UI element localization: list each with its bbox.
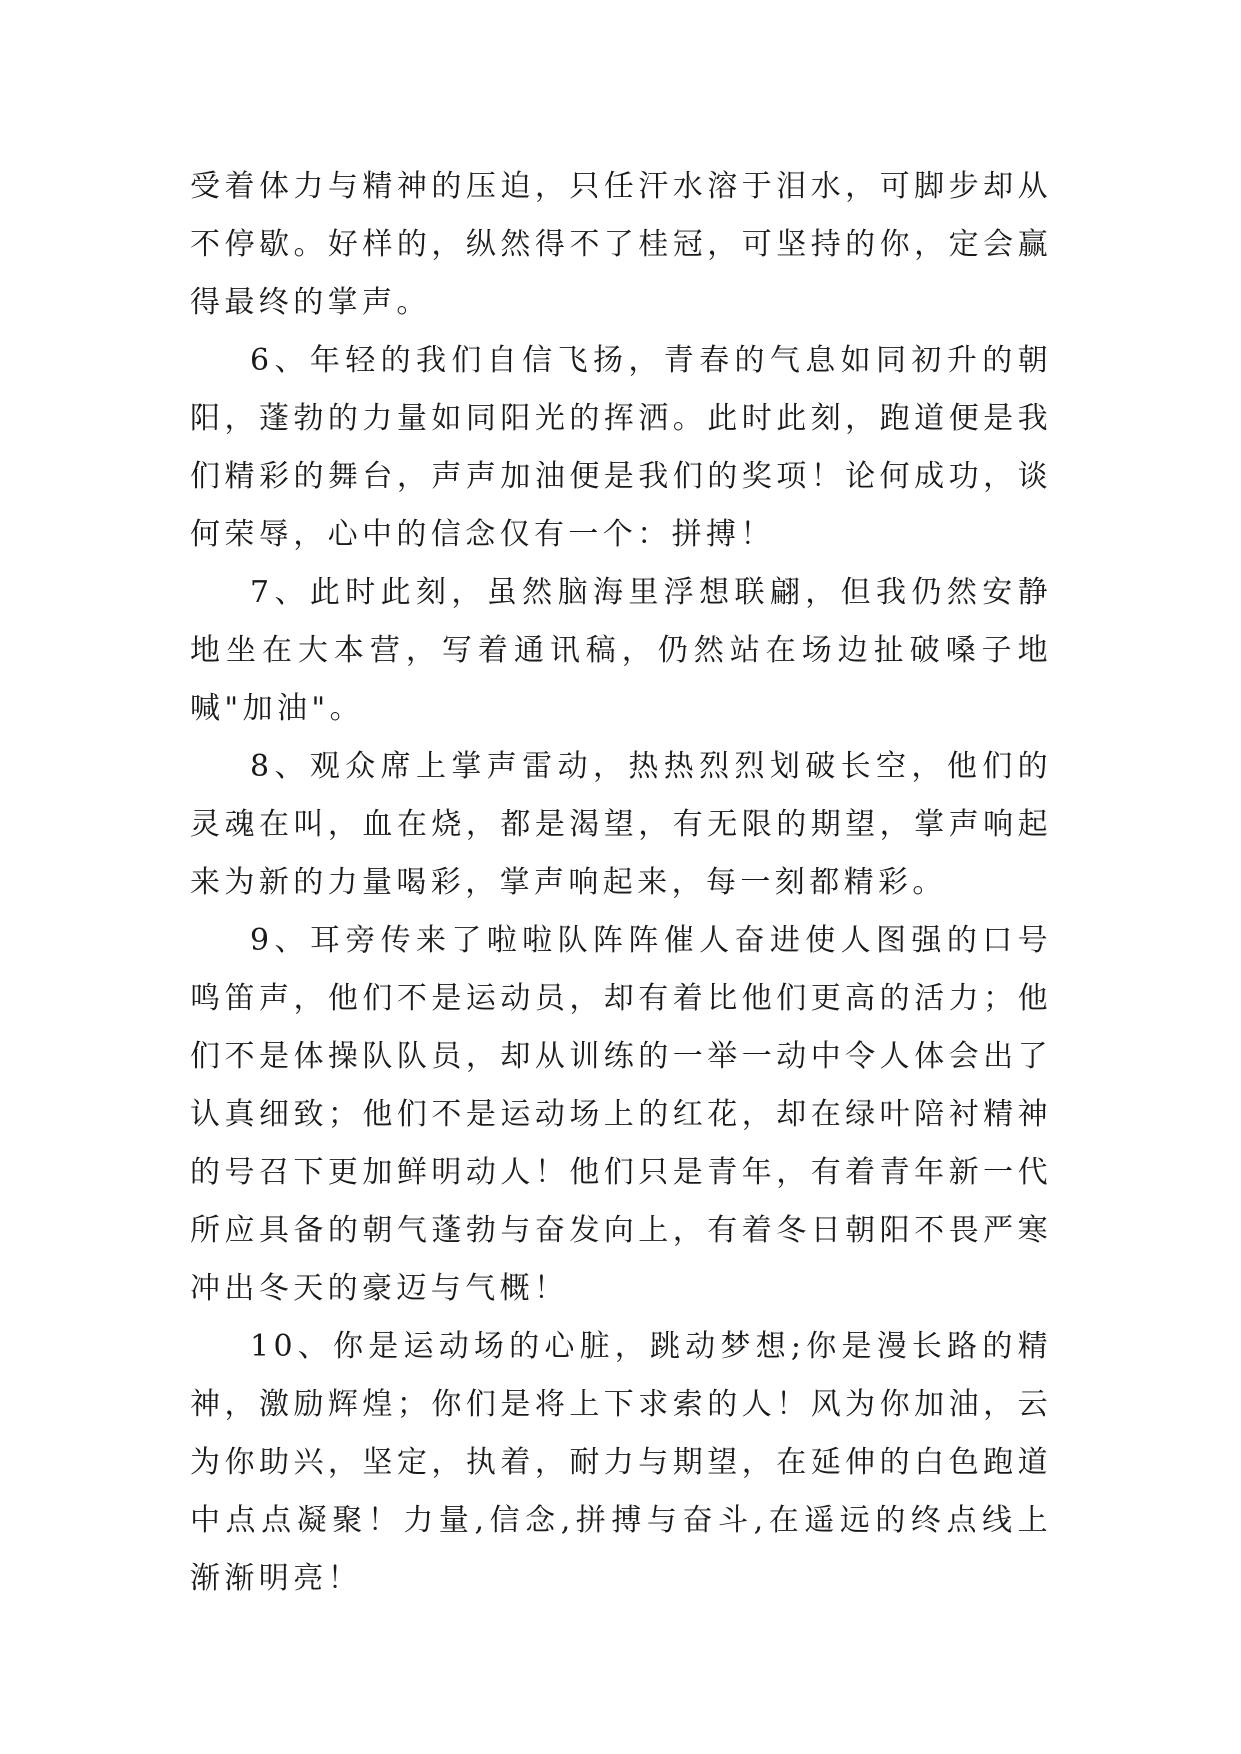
paragraph-item-10: 10、你是运动场的心脏，跳动梦想;你是漫长路的精神，激励辉煌；你们是将上下求索的人！风为你加油，云为你助兴，坚定，执着，耐力与期望，在延伸的白色跑道中点点凝聚！力量,信念,拼搏与奋斗,在遥远的终点线上渐渐明亮！ [190,1329,1052,1596]
paragraph-continuation: 受着体力与精神的压迫，只任汗水溶于泪水，可脚步却从不停歇。好样的，纵然得不了桂冠，可坚持的你，定会赢得最终的掌声。 [190,169,1052,320]
paragraph-item-9: 9、耳旁传来了啦啦队阵阵催人奋进使人图强的口号鸣笛声，他们不是运动员，却有着比他们更高的活力；他们不是体操队队员，却从训练的一举一动中令人体会出了认真细致；他们不是运动场上的红花，却在绿叶陪衬精神的号召下更加鲜明动人！他们只是青年，有着青年新一代所应具备的朝气蓬勃与奋发向上，有着冬日朝阳不畏严寒冲出冬天的豪迈与气概！ [190,923,1052,1306]
paragraph-item-6: 6、年轻的我们自信飞扬，青春的气息如同初升的朝阳，蓬勃的力量如同阳光的挥洒。此时此刻，跑道便是我们精彩的舞台，声声加油便是我们的奖项！论何成功，谈何荣辱，心中的信念仅有一个：拼搏！ [190,343,1052,552]
paragraph-item-7: 7、此时此刻，虽然脑海里浮想联翩，但我仍然安静地坐在大本营，写着通讯稿，仍然站在场边扯破嗓子地喊"加油"。 [190,575,1052,726]
paragraph-item-8: 8、观众席上掌声雷动，热热烈烈划破长空，他们的灵魂在叫，血在烧，都是渴望，有无限的期望，掌声响起来为新的力量喝彩，掌声响起来，每一刻都精彩。 [190,749,1052,900]
document-body [190,158,1052,1608]
